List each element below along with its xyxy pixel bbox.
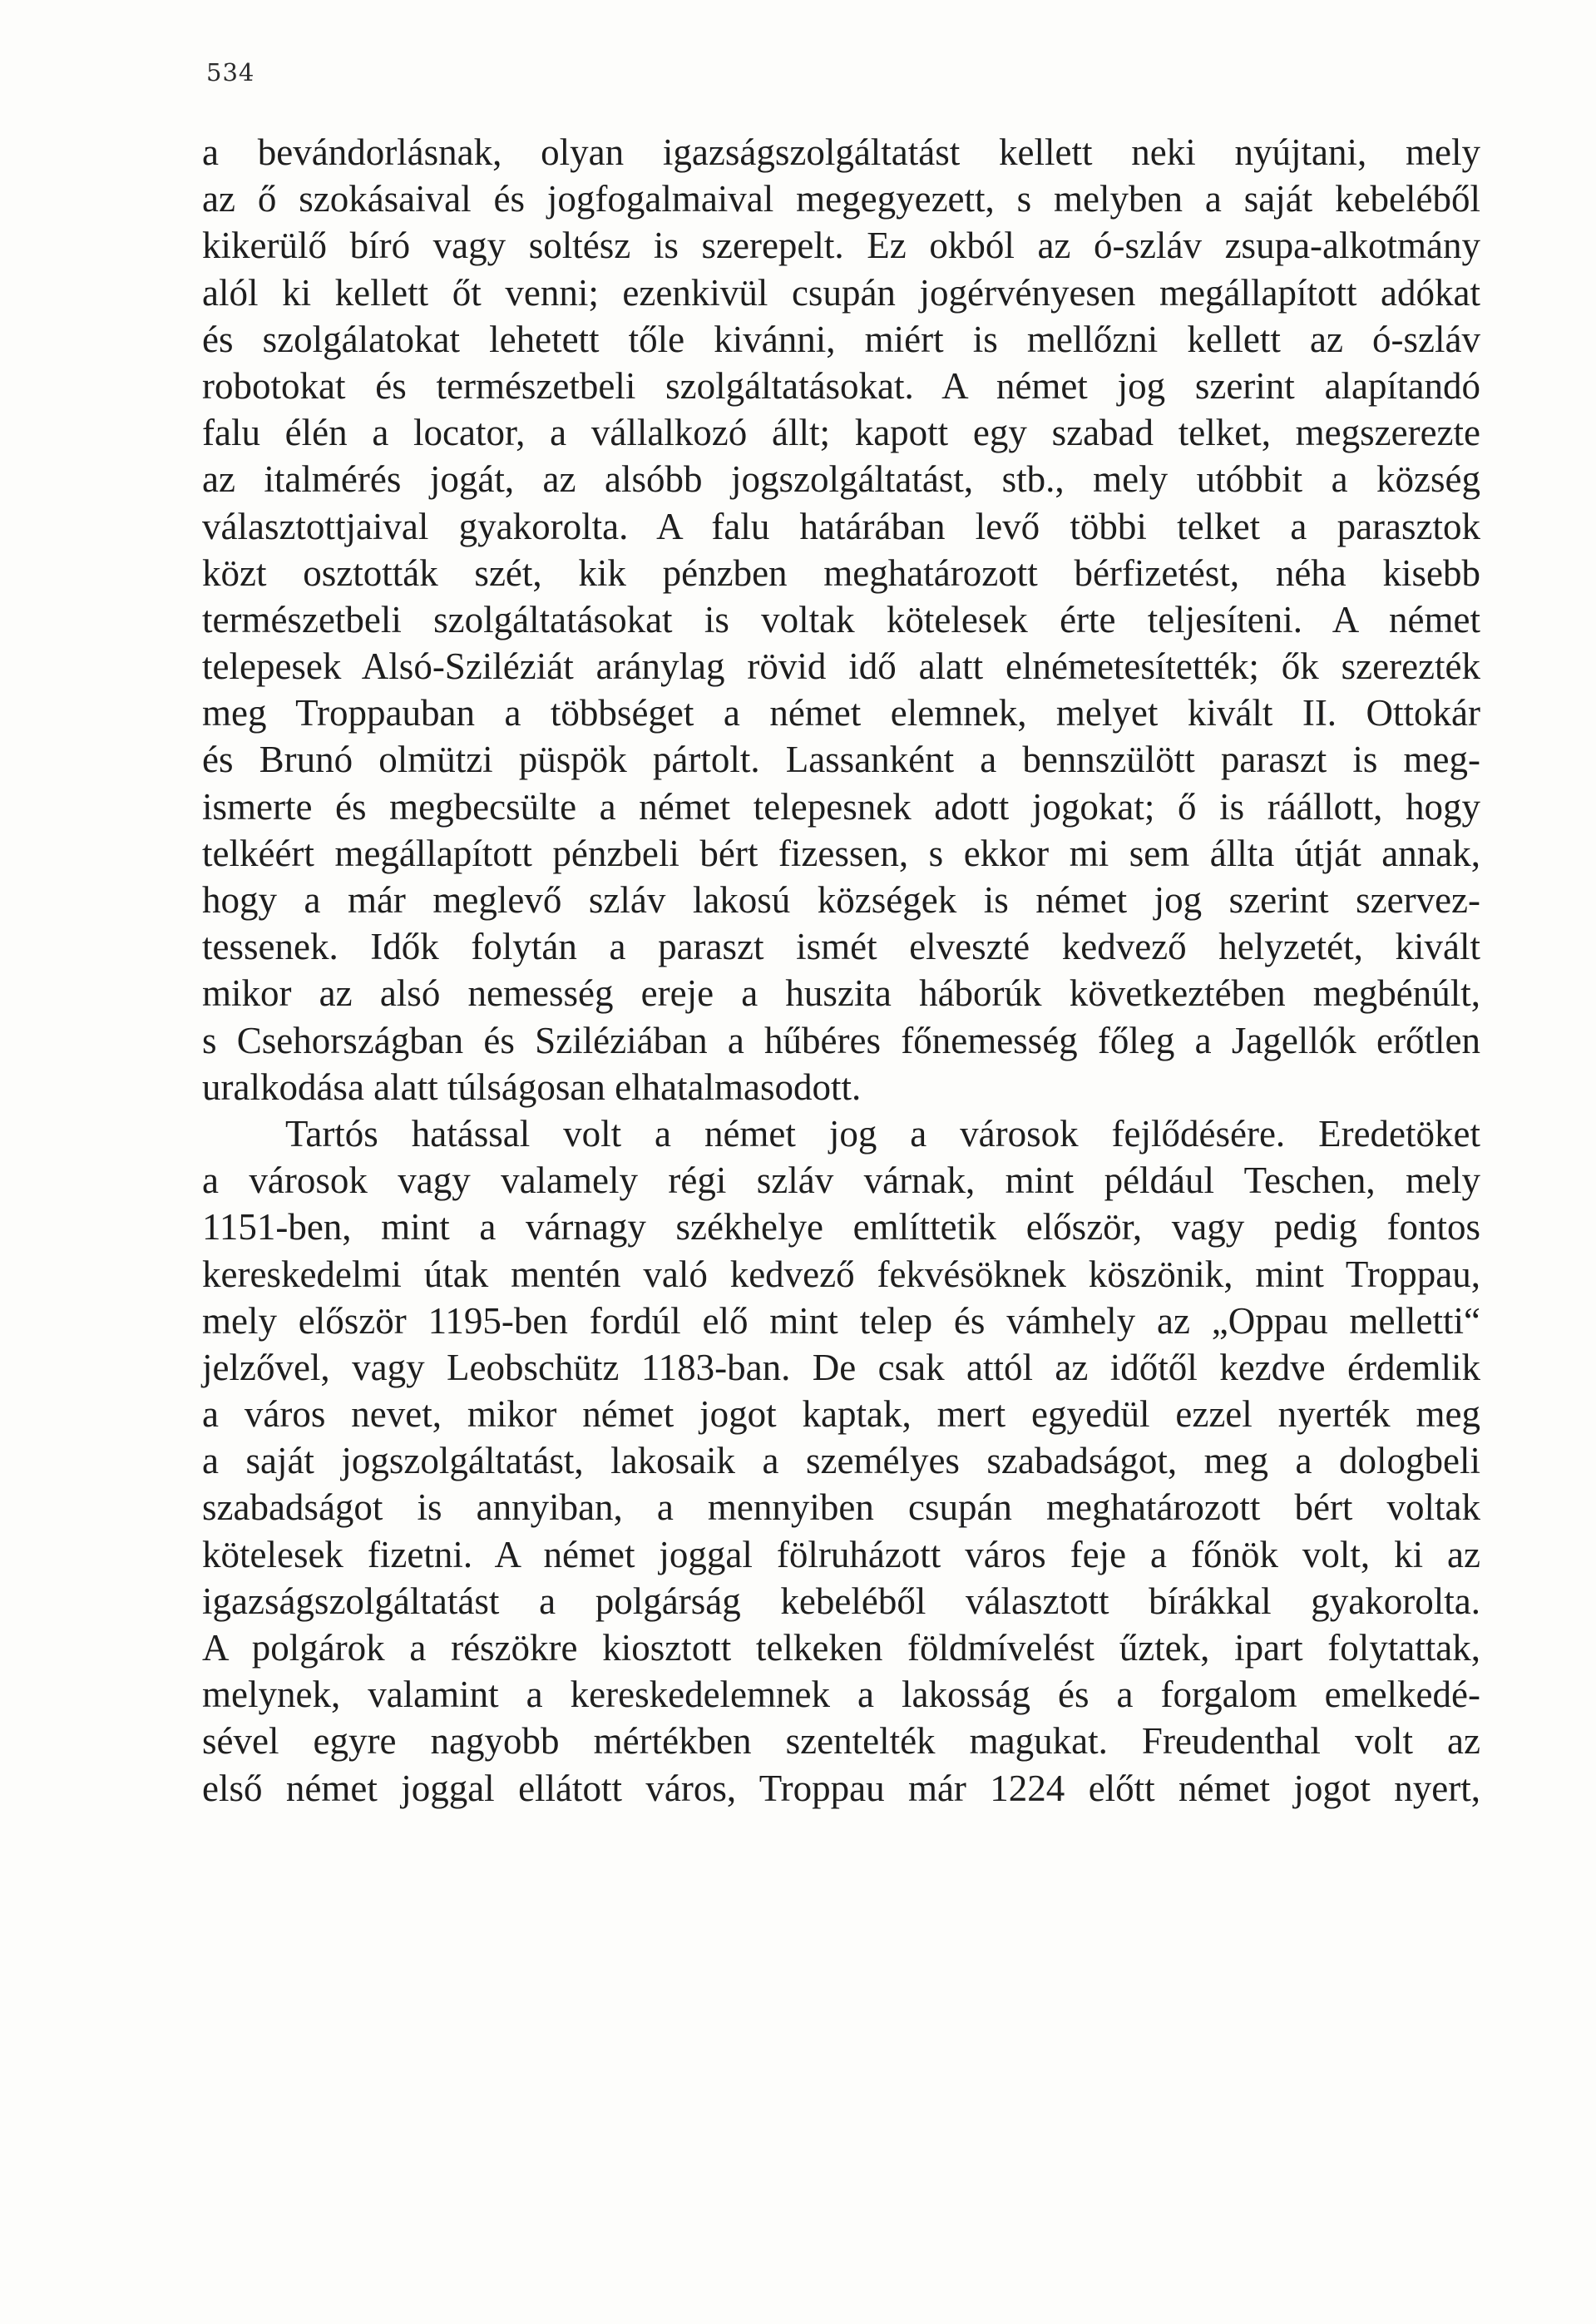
text-line: melynek, valamint a kereskedelemnek a lakosság és a forgalom emelkedé- (202, 1674, 1480, 1716)
text-line: A polgárok a részökre kiosztott telkeken földmívelést űztek, ipart folytattak, (202, 1627, 1480, 1669)
text-line: telkéért megállapított pénzbeli bért fizessen, s ekkor mi sem állta útját annak, (202, 832, 1480, 874)
text-line: meg Troppauban a többséget a német elemnek, melyet kivált II. Ottokár (202, 692, 1480, 734)
text-line: hogy a már meglevő szláv lakosú községek is német jog szerint szervez- (202, 879, 1480, 921)
paragraph-start-line: Tartós hatással volt a német jog a városok fejlődésére. Eredetöket (285, 1112, 1480, 1155)
text-line: közt osztották szét, kik pénzben meghatározott bérfizetést, néha kisebb (202, 551, 1480, 594)
text-line: választottjaival gyakorolta. A falu határában levő többi telket a parasztok (202, 505, 1480, 547)
text-line: ismerte és megbecsülte a német telepesnek adott jogokat; ő is ráállott, hogy (202, 785, 1480, 828)
text-line: és Brunó olmützi püspök pártolt. Lassanként a bennszülött paraszt is meg- (202, 739, 1480, 781)
text-line: jelzővel, vagy Leobschütz 1183-ban. De csak attól az időtől kezdve érdemlik (202, 1346, 1480, 1388)
text-line: a város nevet, mikor német jogot kaptak, mert egyedül ezzel nyerték meg (202, 1393, 1480, 1436)
text-line: az italmérés jogát, az alsóbb jogszolgáltatást, stb., mely utóbbit a község (202, 458, 1480, 501)
page-number: 534 (206, 58, 255, 87)
text-line: sével egyre nagyobb mértékben szentelték magukat. Freudenthal volt az (202, 1720, 1480, 1763)
text-line: a bevándorlásnak, olyan igazságszolgáltatást kellett neki nyújtani, mely (202, 131, 1480, 173)
text-line: telepesek Alsó-Sziléziát aránylag rövid idő alatt elnémetesítették; ők szerezték (202, 645, 1480, 688)
text-line: robotokat és természetbeli szolgáltatásokat. A német jog szerint alapítandó (202, 364, 1480, 407)
text-line: szabadságot is annyiban, a mennyiben csupán meghatározott bért voltak (202, 1486, 1480, 1529)
text-line: kereskedelmi útak mentén való kedvező fekvésöknek köszönik, mint Troppau, (202, 1253, 1480, 1295)
text-line: a saját jogszolgáltatást, lakosaik a személyes szabadságot, meg a dologbeli (202, 1440, 1480, 1482)
text-line: a városok vagy valamely régi szláv várnak, mint például Teschen, mely (202, 1160, 1480, 1202)
text-line: és szolgálatokat lehetett tőle kivánni, miért is mellőzni kellett az ó-szláv (202, 318, 1480, 360)
body-text (202, 129, 1480, 1812)
text-line: tessenek. Idők folytán a paraszt ismét elveszté kedvező helyzetét, kivált (202, 926, 1480, 968)
paragraph-end-line: uralkodása alatt túlságosan elhatalmasodott. (202, 1066, 862, 1108)
text-line: mely először 1195-ben fordúl elő mint telep és vámhely az „Oppau melletti“ (202, 1299, 1480, 1342)
text-line: 1151-ben, mint a várnagy székhelye említtetik először, vagy pedig fontos (202, 1206, 1480, 1249)
text-line: természetbeli szolgáltatásokat is voltak kötelesek érte teljesíteni. A német (202, 598, 1480, 640)
text-line: alól ki kellett őt venni; ezenkivül csupán jogérvényesen megállapított adókat (202, 271, 1480, 314)
text-line: mikor az alsó nemesség ereje a huszita háborúk következtében megbénúlt, (202, 972, 1480, 1015)
text-line: első német joggal ellátott város, Troppau már 1224 előtt német jogot nyert, (202, 1767, 1480, 1809)
text-line: igazságszolgáltatást a polgárság kebeléből választott bírákkal gyakorolta. (202, 1580, 1480, 1622)
text-line: kötelesek fizetni. A német joggal fölruházott város feje a főnök volt, ki az (202, 1533, 1480, 1575)
text-line: falu élén a locator, a vállalkozó állt; kapott egy szabad telket, megszerezte (202, 412, 1480, 454)
text-line: s Csehországban és Sziléziában a hűbéres főnemesség főleg a Jagellók erőtlen (202, 1019, 1480, 1061)
text-line: az ő szokásaival és jogfogalmaival megegyezett, s melyben a saját kebeléből (202, 178, 1480, 220)
text-line: kikerülő bíró vagy soltész is szerepelt. Ez okból az ó-szláv zsupa-alkotmány (202, 225, 1480, 267)
